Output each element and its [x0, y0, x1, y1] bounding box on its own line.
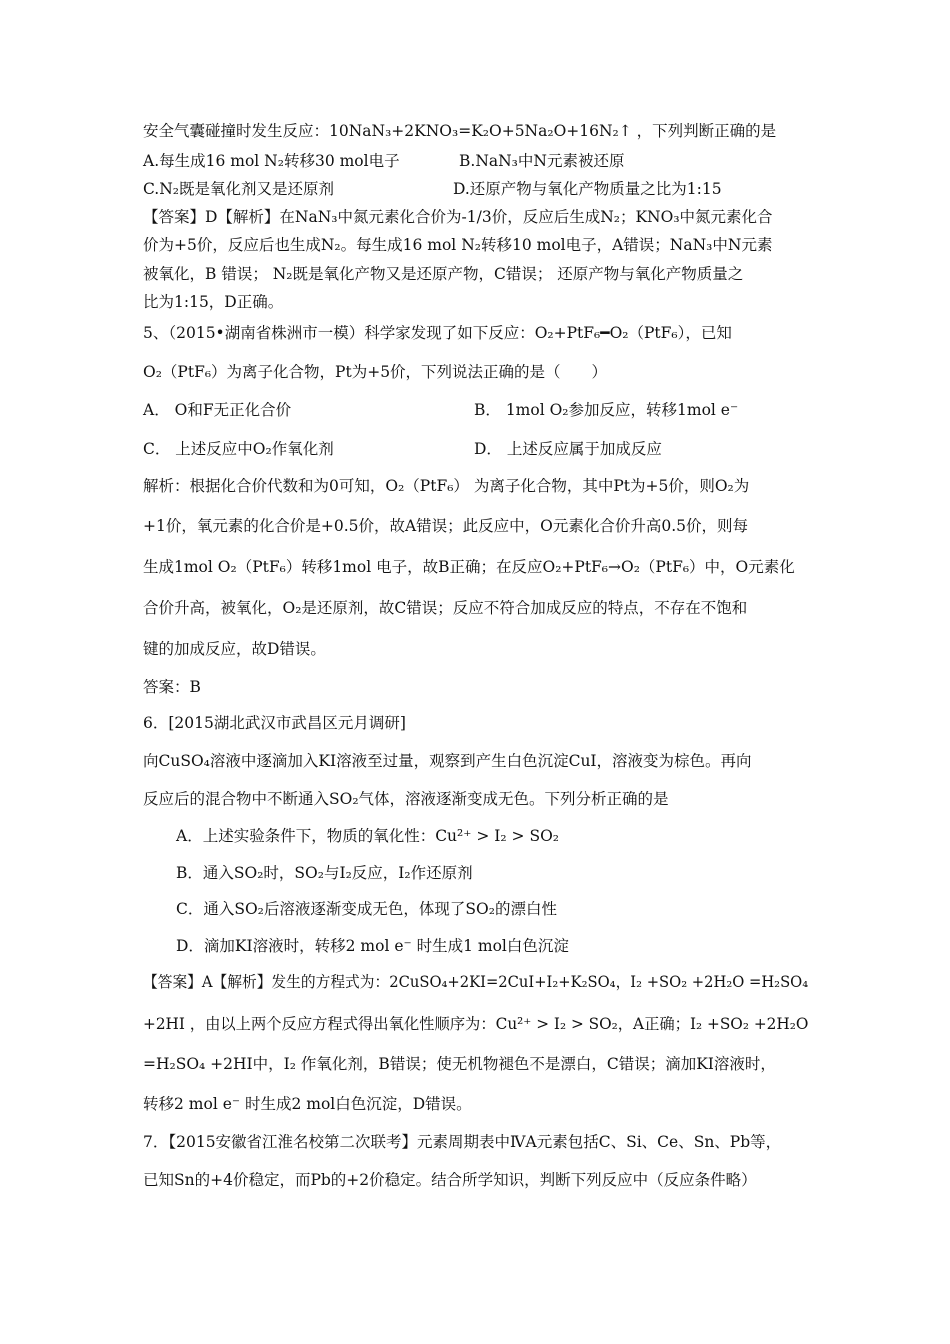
- q5-analysis-line-4: 合价升高，被氧化，O₂是还原剂，故C错误；反应不符合加成反应的特点，不存在不饱和: [143, 599, 748, 617]
- q6-option-b: B．通入SO₂时，SO₂与I₂反应，I₂作还原剂: [176, 864, 473, 882]
- q5-analysis-line-2: +1价，氧元素的化合价是+0.5价，故A错误；此反应中，O元素化合价升高0.5价，则每: [143, 517, 749, 535]
- q5-analysis-line-5: 键的加成反应，故D错误。: [143, 640, 326, 658]
- q4-stem: 安全气囊碰撞时发生反应：10NaN₃+2KNO₃=K₂O+5Na₂O+16N₂↑ ，下列判断正确的是: [143, 122, 777, 140]
- q6-stem-line-1: 向CuSO₄溶液中逐滴加入KI溶液至过量，观察到产生白色沉淀CuI，溶液变为棕色。再向: [143, 752, 752, 770]
- q6-source: 6．[2015湖北武汉市武昌区元月调研]: [143, 714, 406, 732]
- q4-answer-line-2: 价为+5价，反应后也生成N₂。每生成16 mol N₂转移10 mol电子，A错误；NaN₃中N元素: [143, 236, 773, 254]
- q6-option-d: D．滴加KI溶液时，转移2 mol e⁻ 时生成1 mol白色沉淀: [176, 937, 569, 955]
- q5-analysis-line-1: 解析：根据化合价代数和为0可知，O₂（PtF₆） 为离子化合物，其中Pt为+5价，则O₂为: [143, 477, 750, 495]
- q6-option-a: A．上述实验条件下，物质的氧化性：Cu²⁺ > I₂ > SO₂: [176, 827, 559, 845]
- q6-answer-line-2: +2HI ，由以上两个反应方程式得出氧化性顺序为：Cu²⁺ > I₂ > SO₂，A正确；I₂ +SO₂ +2H₂O: [143, 1015, 809, 1033]
- q5-option-a: A． O和F无正化合价: [143, 401, 292, 419]
- q5-stem-line-2: O₂（PtF₆）为离子化合物，Pt为+5价，下列说法正确的是（ ）: [143, 363, 608, 381]
- q5-answer: 答案：B: [143, 678, 201, 696]
- q7-stem-line-2: 已知Sn的+4价稳定，而Pb的+2价稳定。结合所学知识，判断下列反应中（反应条件略）: [143, 1171, 757, 1189]
- q4-answer-line-4: 比为1:15，D正确。: [143, 293, 284, 311]
- q6-stem-line-2: 反应后的混合物中不断通入SO₂气体，溶液逐渐变成无色。下列分析正确的是: [143, 790, 669, 808]
- q5-option-b: B． 1mol O₂参加反应，转移1mol e⁻: [474, 401, 739, 419]
- q6-answer-line-1: 【答案】A【解析】发生的方程式为：2CuSO₄+2KI=2CuI+I₂+K₂SO₄，I₂ +SO₂ +2H₂O =H₂SO₄: [143, 973, 809, 991]
- q6-answer-line-4: 转移2 mol e⁻ 时生成2 mol白色沉淀，D错误。: [143, 1095, 472, 1113]
- q4-option-a: A.每生成16 mol N₂转移30 mol电子: [143, 152, 400, 170]
- q5-stem-line-1: 5、（2015•湖南省株洲市一模）科学家发现了如下反应：O₂+PtF₆━O₂（PtF₆），已知: [143, 324, 732, 342]
- q5-analysis-line-3: 生成1mol O₂（PtF₆）转移1mol 电子，故B正确；在反应O₂+PtF₆→O₂（PtF₆）中，O元素化: [143, 558, 795, 576]
- q4-answer-line-3: 被氧化，B 错误； N₂既是氧化产物又是还原产物，C错误； 还原产物与氧化产物质量之: [143, 265, 744, 283]
- q6-answer-line-3: =H₂SO₄ +2HI中，I₂ 作氧化剂，B错误；使无机物褪色不是漂白，C错误；滴加KI溶液时，: [143, 1055, 776, 1073]
- q5-option-c: C． 上述反应中O₂作氧化剂: [143, 440, 334, 458]
- q4-option-b: B.NaN₃中N元素被还原: [459, 152, 625, 170]
- q4-option-c: C.N₂既是氧化剂又是还原剂: [143, 180, 335, 198]
- q6-option-c: C．通入SO₂后溶液逐渐变成无色，体现了SO₂的漂白性: [176, 900, 557, 918]
- q5-option-d: D． 上述反应属于加成反应: [474, 440, 662, 458]
- q4-option-d: D.还原产物与氧化产物质量之比为1:15: [453, 180, 722, 198]
- q7-stem-line-1: 7．【2015安徽省江淮名校第二次联考】元素周期表中ⅣA元素包括C、Si、Ce、Sn、Pb等，: [143, 1133, 782, 1151]
- q4-answer-line-1: 【答案】D【解析】在NaN₃中氮元素化合价为-1/3价，反应后生成N₂；KNO₃中氮元素化合: [143, 208, 773, 226]
